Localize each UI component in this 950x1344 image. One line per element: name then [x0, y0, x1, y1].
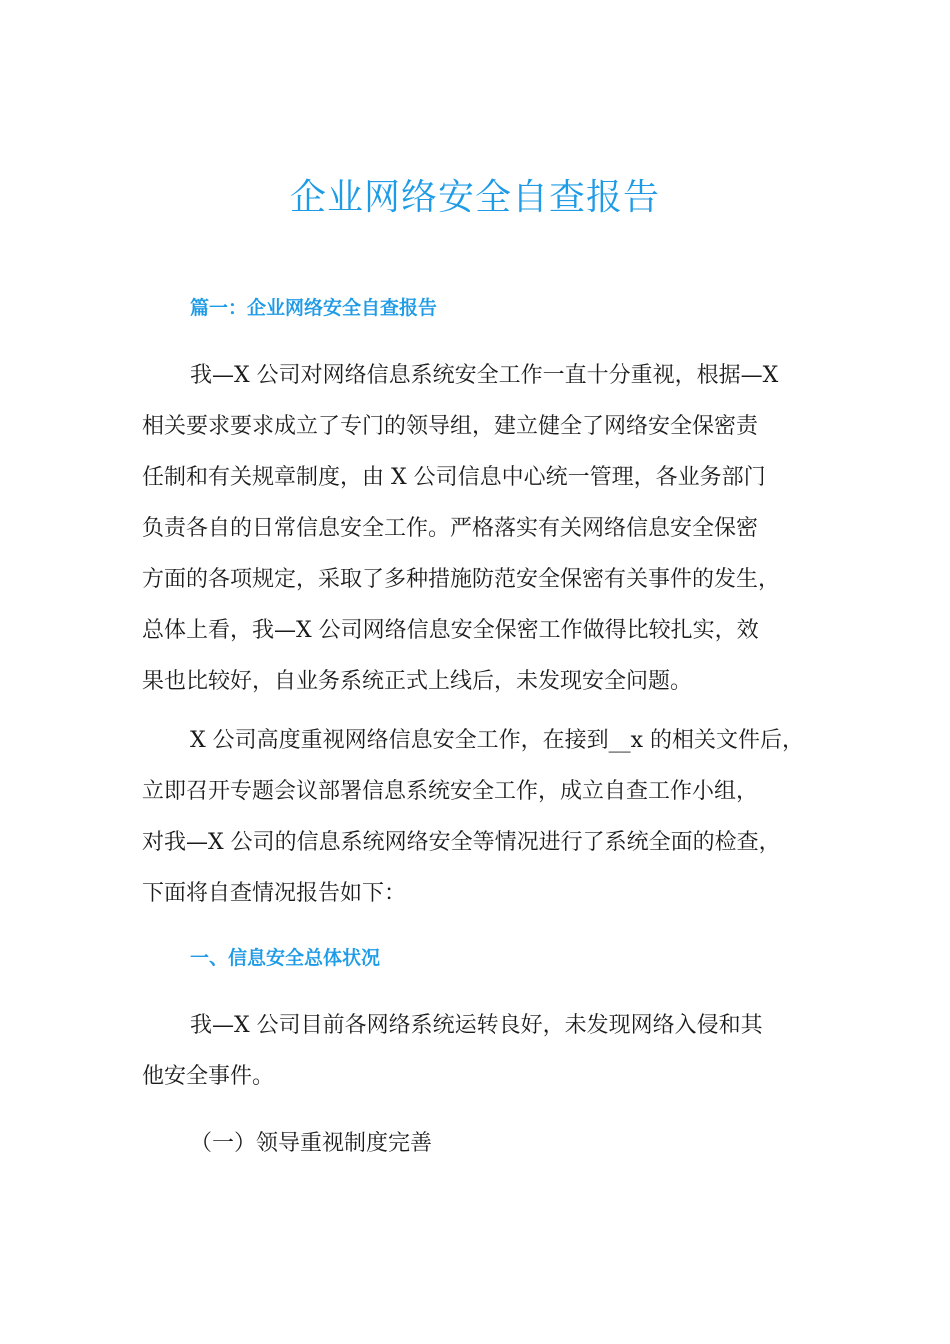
section-heading: 篇一：企业网络安全自查报告 — [190, 297, 438, 319]
paragraph-line: 立即召开专题会议部署信息系统安全工作，成立自查工作小组， — [142, 779, 759, 804]
paragraph-line: X 公司高度重视网络信息安全工作，在接到__x 的相关文件后， — [190, 728, 805, 753]
paragraph-line: 他安全事件。 — [142, 1064, 275, 1089]
paragraph-1 — [142, 350, 822, 707]
paragraph-line: 我—X 公司目前各网络系统运转良好，未发现网络入侵和其 — [190, 1013, 763, 1038]
paragraph-line: 方面的各项规定，采取了多种措施防范安全保密有关事件的发生， — [142, 567, 781, 592]
subheading-1: （一）领导重视制度完善 — [190, 1131, 433, 1156]
paragraph-line: 我—X 公司对网络信息系统安全工作一直十分重视，根据—X — [190, 363, 779, 388]
heading-1: 一、信息安全总体状况 — [190, 947, 381, 969]
paragraph-line: 果也比较好，自业务系统正式上线后，未发现安全问题。 — [142, 669, 693, 694]
paragraph-line: 下面将自查情况报告如下： — [142, 881, 407, 906]
paragraph-line: 任制和有关规章制度，由 X 公司信息中心统一管理，各业务部门 — [142, 465, 766, 490]
paragraph-2 — [142, 715, 822, 919]
paragraph-line: 总体上看，我—X 公司网络信息安全保密工作做得比较扎实，效 — [142, 618, 759, 643]
paragraph-line: 负责各自的日常信息安全工作。严格落实有关网络信息安全保密 — [142, 516, 759, 541]
document-title: 企业网络安全自查报告 — [289, 177, 660, 218]
paragraph-3 — [142, 1000, 822, 1102]
paragraph-line: 相关要求要求成立了专门的领导组，建立健全了网络安全保密责 — [142, 414, 759, 439]
paragraph-line: 对我—X 公司的信息系统网络安全等情况进行了系统全面的检查， — [142, 830, 781, 855]
